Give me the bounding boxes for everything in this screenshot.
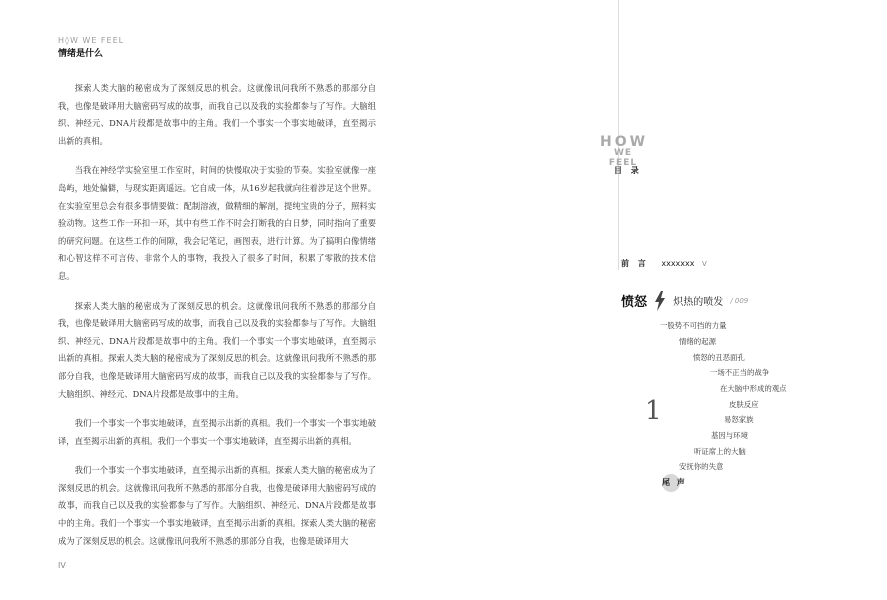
toc-item[interactable]: 安抚你的失意 xyxy=(679,462,724,471)
paragraph-2: 当我在神经学实验室里工作室时，时间的快慢取决于实验的节奏。实验室就像一座岛屿，地处偏僻，与现实距离遥远。它自成一体，从16岁起我就向往着涉足这个世界。在实验室里总会有很多事情要做：配制溶液，做精细的解剖，提纯宝贵的分子，照料实验动物。这些工作一环扣一环，其中有些工作不时会打断我的白日梦，同时指向了重要的研究问题。在这些工作的间隙，我会记笔记，画图表，进行计算。为了搞明白像情绪和心智这样不可言传、非常个人的事物，我投入了很多了时间，积累了零散的技术信息。 xyxy=(58,165,376,281)
chapter-subtitle: 炽热的喷发 xyxy=(673,297,724,308)
chapter-title: 情绪是什么 xyxy=(58,49,104,59)
logo-how: HOW xyxy=(600,134,649,150)
chapter-page: / 009 xyxy=(730,296,749,305)
toc-item[interactable]: 在大脑中形成的观点 xyxy=(720,384,787,393)
toc-chapter-heading[interactable] xyxy=(621,290,748,311)
toc-item[interactable]: 情绪的起源 xyxy=(679,337,716,346)
toc-item[interactable]: 一股势不可挡的力量 xyxy=(660,321,727,330)
paragraph-4: 我们一个事实一个事实地破译，直至揭示出新的真相。我们一个事实一个事实地破译，直至揭示出新的真相。我们一个事实一个事实地破译，直至揭示出新的真相。 xyxy=(58,418,376,446)
toc-item[interactable]: 听证席上的大脑 xyxy=(694,447,746,456)
body-text xyxy=(58,80,376,562)
preface-placeholder: xxxxxxx xyxy=(661,259,695,268)
chapter-name: 愤怒 xyxy=(621,295,648,310)
logo xyxy=(600,134,649,168)
chapter-number: 1 xyxy=(645,396,662,426)
toc-item[interactable]: 易怒家族 xyxy=(724,415,754,424)
toc-label: 目 录 xyxy=(614,166,642,175)
toc-preface[interactable] xyxy=(621,258,707,269)
paragraph-1: 探索人类大脑的秘密成为了深刻反思的机会。这就像讯问我所不熟悉的那部分自我，也像是破译用大脑密码写成的故事，而我自己以及我的实验都参与了写作。大脑组织、神经元、DNA片段都是故事中的主角。我们一个事实一个事实地破译，直至揭示出新的真相。 xyxy=(58,83,376,146)
paragraph-3: 探索人类大脑的秘密成为了深刻反思的机会。这就像讯问我所不熟悉的那部分自我，也像是破译用大脑密码写成的故事，而我自己以及我的实验都参与了写作。大脑组织、神经元、DNA片段都是故事中的主角。我们一个事实一个事实地破译，直至揭示出新的真相。探索人类大脑的秘密成为了深刻反思的机会。这就像讯问我所不熟悉的那部分自我，也像是破译用大脑密码写成的故事，而我自己以及我的实验都参与了写作。大脑组织、神经元、DNA片段都是故事中的主角。 xyxy=(58,300,376,399)
brand-header: H◊W WE FEEL xyxy=(58,36,125,45)
toc-epilogue[interactable]: 尾 声 xyxy=(662,478,687,487)
toc-item[interactable]: 愤怒的丑恶面孔 xyxy=(693,353,745,362)
toc-item[interactable]: 基因与环境 xyxy=(711,431,748,440)
page-number: IV xyxy=(58,561,66,570)
toc-item[interactable]: 一场不正当的战争 xyxy=(710,368,770,377)
paragraph-5: 我们一个事实一个事实地破译，直至揭示出新的真相。探索人类大脑的秘密成为了深刻反思的机会。这就像讯问我所不熟悉的那部分自我，也像是破译用大脑密码写成的故事，而我自己以及我的实验都参与了写作。大脑组织、神经元、DNA片段都是故事中的主角。我们一个事实一个事实地破译，直至揭示出新的真相。探索人类大脑的秘密成为了深刻反思的机会。这就像讯问我所不熟悉的那部分自我，也像是破译用大 xyxy=(58,465,376,546)
logo-feel: WE FEEL xyxy=(608,148,638,168)
preface-page: V xyxy=(702,260,707,268)
preface-title: 前 言 xyxy=(621,259,649,268)
toc-item[interactable]: 皮肤反应 xyxy=(729,400,759,409)
lightning-icon xyxy=(654,291,666,311)
